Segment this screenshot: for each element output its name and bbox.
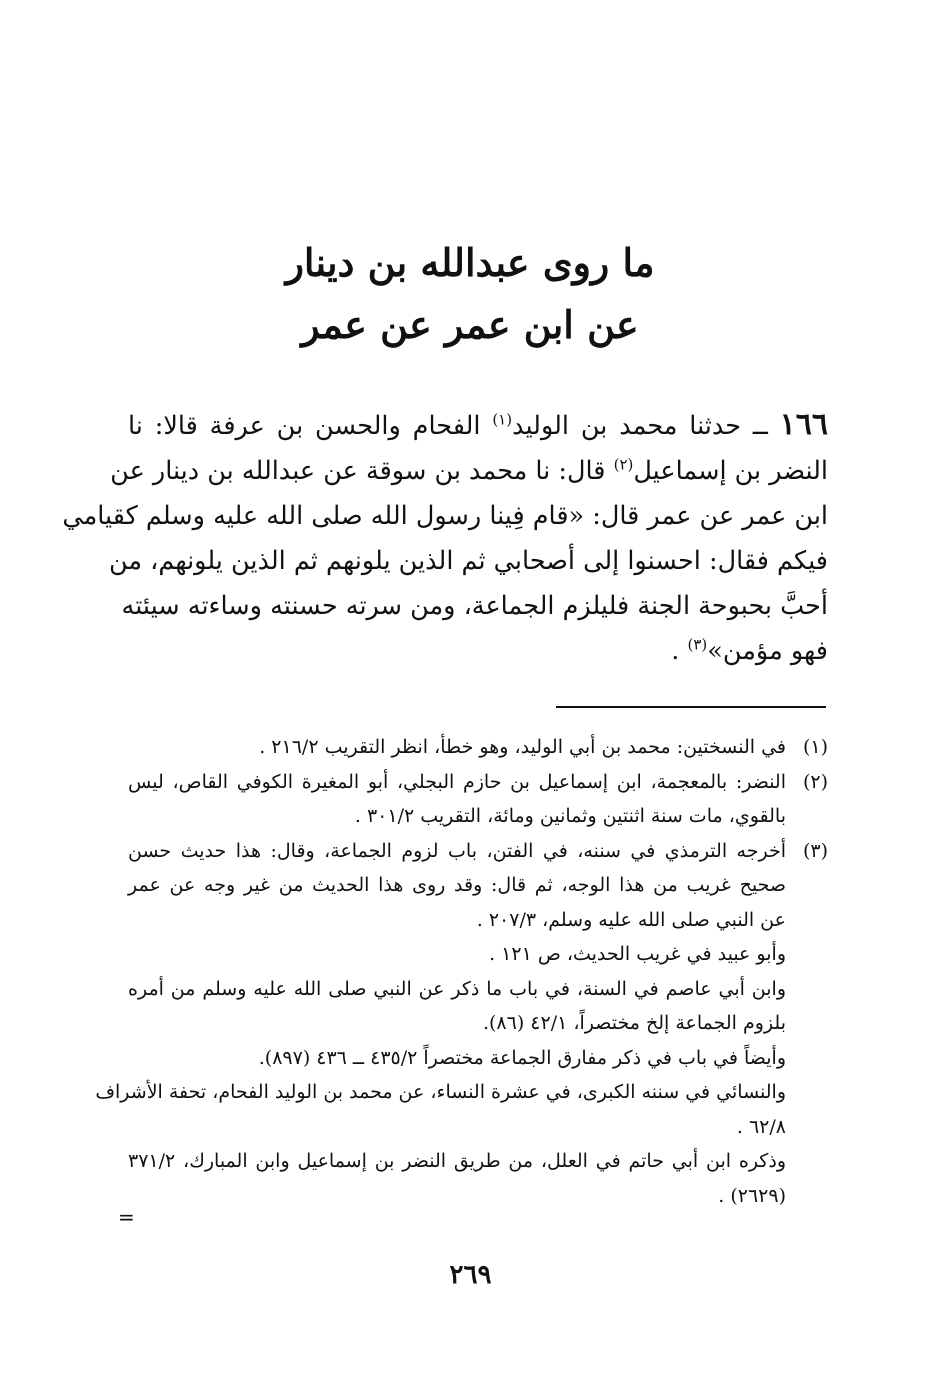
page-number: ٢٦٩	[449, 1260, 492, 1290]
hadith-number: ١٦٦	[779, 407, 828, 442]
footnote-line: صحيح غريب من هذا الوجه، ثم قال: وقد روى هذا الحديث من غير وجه عن عمر	[128, 874, 786, 896]
footnote-1	[128, 730, 828, 765]
footnote-number: (٢)	[802, 770, 828, 793]
hadith-line-3: ابن عمر عن عمر قال: «قام فِينا رسول الله صلى الله عليه وسلم كقيامي	[62, 501, 828, 531]
footnote-line: والنسائي في سننه الكبرى، في عشرة النساء، عن محمد بن الوليد الفحام، تحفة الأشراف	[95, 1081, 786, 1103]
footnote-line: بالقوي، مات سنة اثنتين وثمانين ومائة، التقريب ٣٠١/٢ .	[354, 805, 786, 827]
footnote-line: وأيضاً في باب في ذكر مفارق الجماعة مختصراً ٤٣٥/٢ ــ ٤٣٦ (٨٩٧).	[258, 1046, 786, 1069]
chapter-title-line-2: عن ابن عمر عن عمر	[301, 302, 639, 347]
hadith-line-1: ١٦٦ ــ حدثنا محمد بن الوليد$^{(١)}$ الفحام والحسن بن عرفة قالا: نا	[128, 407, 828, 442]
footnote-line: وذكره ابن أبي حاتم في العلل، من طريق النضر بن إسماعيل وابن المبارك، ٣٧١/٢	[128, 1150, 786, 1172]
hadith-line-4: فيكم فقال: احسنوا إلى أصحابي ثم الذين يلونهم ثم الذين يلونهم، من	[108, 546, 828, 576]
footnote-number: (٣)	[802, 839, 828, 862]
footnote-ref-2[interactable]: (٢)	[613, 455, 634, 474]
hadith-line-5: أحبَّ بحبوحة الجنة فليلزم الجماعة، ومن سرته حسنته وساءته سيئته	[121, 591, 828, 621]
footnote-line: بلزوم الجماعة إلخ مختصراً، ٤٢/١ (٨٦).	[482, 1012, 786, 1034]
footnote-separator	[556, 706, 826, 708]
footnote-line: أخرجه الترمذي في سننه، في الفتن، باب لزوم الجماعة، وقال: هذا حديث حسن	[128, 839, 786, 862]
footnote-line: عن النبي صلى الله عليه وسلم، ٢٠٧/٣ .	[476, 908, 786, 931]
footnotes	[95, 730, 828, 1213]
footnote-ref-3[interactable]: (٣)	[687, 635, 708, 654]
hadith-line-2: النضر بن إسماعيل$^{(٢)}$ قال: نا محمد بن سوقة عن عبدالله بن دينار عن	[110, 455, 828, 486]
footnote-line: وابن أبي عاصم في السنة، في باب ما ذكر عن النبي صلى الله عليه وسلم من أمره	[128, 977, 786, 1000]
footnote-line: في النسختين: محمد بن أبي الوليد، وهو خطأ، انظر التقريب ٢١٦/٢ .	[259, 736, 786, 758]
chapter-title-line-1: ما روى عبدالله بن دينار	[285, 240, 655, 285]
footnote-line: النضر: بالمعجمة، ابن إسماعيل بن حازم البجلي، أبو المغيرة الكوفي القاص، ليس	[128, 770, 786, 793]
hadith-text	[62, 402, 828, 674]
footnote-line: ٦٢/٨ .	[736, 1115, 786, 1138]
continuation-mark: =	[118, 1205, 135, 1229]
footnote-number: (١)	[802, 736, 828, 758]
footnote-ref-1[interactable]: (١)	[492, 410, 513, 429]
footnote-3	[95, 834, 828, 1214]
footnote-line: وأبو عبيد في غريب الحديث، ص ١٢١ .	[489, 943, 786, 965]
hadith-line-6: فهو مؤمن»$^{(٣)}$ .	[671, 635, 828, 666]
footnote-line: (٢٦٢٩) .	[718, 1184, 786, 1207]
footnote-2	[128, 765, 828, 834]
